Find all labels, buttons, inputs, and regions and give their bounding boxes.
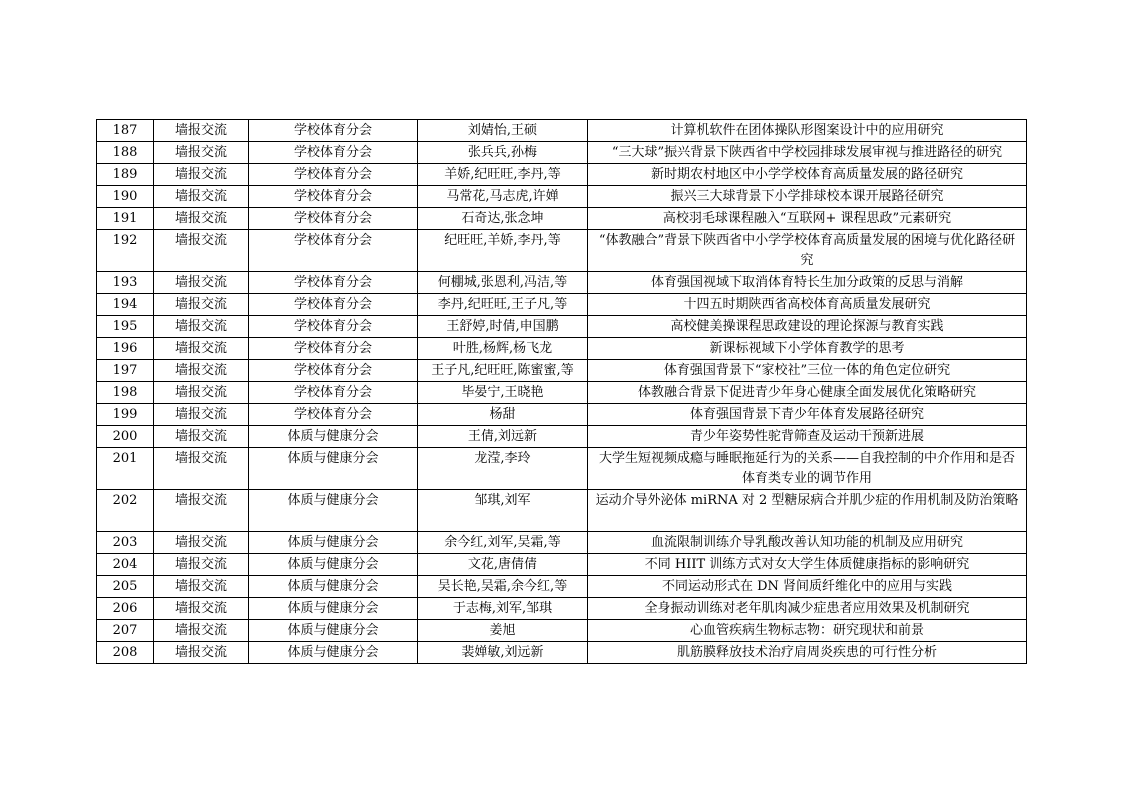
cell-number: 201 <box>97 448 154 490</box>
table-row <box>97 208 1027 230</box>
table-row <box>97 142 1027 164</box>
cell-paper-title: 不同运动形式在 DN 肾间质纤维化中的应用与实践 <box>588 576 1027 598</box>
cell-presentation-type: 墙报交流 <box>154 164 249 186</box>
cell-paper-title: 体育强国背景下“家校社”三位一体的角色定位研究 <box>588 360 1027 382</box>
cell-authors: 毕晏宁,王晓艳 <box>418 382 588 404</box>
cell-presentation-type: 墙报交流 <box>154 382 249 404</box>
table-row <box>97 360 1027 382</box>
cell-authors: 余今红,刘军,吴霜,等 <box>418 532 588 554</box>
cell-paper-title: 运动介导外泌体 miRNA 对 2 型糖尿病合并肌少症的作用机制及防治策略 <box>588 490 1027 532</box>
cell-branch: 学校体育分会 <box>249 164 418 186</box>
cell-authors: 纪旺旺,羊娇,李丹,等 <box>418 230 588 272</box>
cell-number: 189 <box>97 164 154 186</box>
cell-presentation-type: 墙报交流 <box>154 490 249 532</box>
cell-presentation-type: 墙报交流 <box>154 532 249 554</box>
cell-number: 192 <box>97 230 154 272</box>
cell-authors: 裴婵敏,刘远新 <box>418 642 588 664</box>
table-row <box>97 576 1027 598</box>
cell-presentation-type: 墙报交流 <box>154 338 249 360</box>
cell-presentation-type: 墙报交流 <box>154 360 249 382</box>
cell-number: 207 <box>97 620 154 642</box>
cell-paper-title: “三大球”振兴背景下陕西省中学校园排球发展审视与推进路径的研究 <box>588 142 1027 164</box>
cell-number: 197 <box>97 360 154 382</box>
cell-authors: 邹琪,刘军 <box>418 490 588 532</box>
cell-branch: 体质与健康分会 <box>249 598 418 620</box>
cell-presentation-type: 墙报交流 <box>154 576 249 598</box>
cell-presentation-type: 墙报交流 <box>154 120 249 142</box>
cell-presentation-type: 墙报交流 <box>154 230 249 272</box>
cell-branch: 体质与健康分会 <box>249 532 418 554</box>
cell-paper-title: 高校羽毛球课程融入“互联网+ 课程思政”元素研究 <box>588 208 1027 230</box>
cell-presentation-type: 墙报交流 <box>154 448 249 490</box>
cell-authors: 王倩,刘远新 <box>418 426 588 448</box>
cell-number: 187 <box>97 120 154 142</box>
cell-branch: 学校体育分会 <box>249 208 418 230</box>
cell-presentation-type: 墙报交流 <box>154 208 249 230</box>
cell-authors: 张兵兵,孙梅 <box>418 142 588 164</box>
table-row <box>97 230 1027 272</box>
table-row <box>97 316 1027 338</box>
cell-paper-title: 高校健美操课程思政建设的理论探源与教育实践 <box>588 316 1027 338</box>
cell-authors: 吴长艳,吴霜,余今红,等 <box>418 576 588 598</box>
table-row <box>97 120 1027 142</box>
cell-presentation-type: 墙报交流 <box>154 186 249 208</box>
paper-list-table <box>96 119 1027 664</box>
cell-paper-title: 体教融合背景下促进青少年身心健康全面发展优化策略研究 <box>588 382 1027 404</box>
cell-paper-title: 振兴三大球背景下小学排球校本课开展路径研究 <box>588 186 1027 208</box>
table-row <box>97 382 1027 404</box>
cell-authors: 杨甜 <box>418 404 588 426</box>
table-row <box>97 532 1027 554</box>
cell-branch: 体质与健康分会 <box>249 490 418 532</box>
cell-branch: 体质与健康分会 <box>249 554 418 576</box>
table-row <box>97 642 1027 664</box>
cell-number: 202 <box>97 490 154 532</box>
cell-presentation-type: 墙报交流 <box>154 404 249 426</box>
cell-branch: 学校体育分会 <box>249 382 418 404</box>
cell-number: 196 <box>97 338 154 360</box>
cell-paper-title: 体育强国背景下青少年体育发展路径研究 <box>588 404 1027 426</box>
cell-number: 190 <box>97 186 154 208</box>
table-row <box>97 164 1027 186</box>
cell-authors: 羊娇,纪旺旺,李丹,等 <box>418 164 588 186</box>
cell-paper-title: 新时期农村地区中小学学校体育高质量发展的路径研究 <box>588 164 1027 186</box>
cell-presentation-type: 墙报交流 <box>154 142 249 164</box>
cell-number: 204 <box>97 554 154 576</box>
cell-authors: 王子凡,纪旺旺,陈蜜蜜,等 <box>418 360 588 382</box>
cell-presentation-type: 墙报交流 <box>154 294 249 316</box>
cell-authors: 刘婧怡,王硕 <box>418 120 588 142</box>
table-row <box>97 404 1027 426</box>
cell-presentation-type: 墙报交流 <box>154 598 249 620</box>
cell-paper-title: 心血管疾病生物标志物：研究现状和前景 <box>588 620 1027 642</box>
cell-authors: 石奇达,张念坤 <box>418 208 588 230</box>
cell-number: 188 <box>97 142 154 164</box>
cell-number: 194 <box>97 294 154 316</box>
table-row <box>97 338 1027 360</box>
cell-branch: 体质与健康分会 <box>249 448 418 490</box>
cell-number: 205 <box>97 576 154 598</box>
cell-branch: 学校体育分会 <box>249 294 418 316</box>
cell-authors: 于志梅,刘军,邹琪 <box>418 598 588 620</box>
cell-number: 208 <box>97 642 154 664</box>
cell-authors: 何棚城,张恩利,冯洁,等 <box>418 272 588 294</box>
table-row <box>97 490 1027 532</box>
cell-paper-title: 体育强国视域下取消体育特长生加分政策的反思与消解 <box>588 272 1027 294</box>
table-row <box>97 272 1027 294</box>
cell-branch: 学校体育分会 <box>249 186 418 208</box>
cell-presentation-type: 墙报交流 <box>154 316 249 338</box>
cell-paper-title: “体教融合”背景下陕西省中小学学校体育高质量发展的困境与优化路径研究 <box>588 230 1027 272</box>
cell-branch: 体质与健康分会 <box>249 576 418 598</box>
cell-number: 191 <box>97 208 154 230</box>
cell-number: 206 <box>97 598 154 620</box>
cell-authors: 叶胜,杨辉,杨飞龙 <box>418 338 588 360</box>
cell-number: 198 <box>97 382 154 404</box>
cell-number: 195 <box>97 316 154 338</box>
cell-branch: 体质与健康分会 <box>249 620 418 642</box>
cell-authors: 王舒婷,时倩,申国鹏 <box>418 316 588 338</box>
cell-presentation-type: 墙报交流 <box>154 554 249 576</box>
cell-paper-title: 大学生短视频成瘾与睡眠拖延行为的关系——自我控制的中介作用和是否体育类专业的调节作用 <box>588 448 1027 490</box>
table-row <box>97 598 1027 620</box>
cell-branch: 学校体育分会 <box>249 338 418 360</box>
cell-branch: 学校体育分会 <box>249 316 418 338</box>
cell-authors: 马常花,马志虎,许婵 <box>418 186 588 208</box>
cell-presentation-type: 墙报交流 <box>154 272 249 294</box>
cell-branch: 学校体育分会 <box>249 142 418 164</box>
cell-paper-title: 全身振动训练对老年肌肉减少症患者应用效果及机制研究 <box>588 598 1027 620</box>
cell-paper-title: 血流限制训练介导乳酸改善认知功能的机制及应用研究 <box>588 532 1027 554</box>
cell-paper-title: 肌筋膜释放技术治疗肩周炎疾患的可行性分析 <box>588 642 1027 664</box>
cell-authors: 姜旭 <box>418 620 588 642</box>
cell-branch: 学校体育分会 <box>249 404 418 426</box>
cell-presentation-type: 墙报交流 <box>154 426 249 448</box>
table-row <box>97 426 1027 448</box>
cell-authors: 龙滢,李玲 <box>418 448 588 490</box>
cell-presentation-type: 墙报交流 <box>154 642 249 664</box>
cell-number: 203 <box>97 532 154 554</box>
cell-paper-title: 十四五时期陕西省高校体育高质量发展研究 <box>588 294 1027 316</box>
cell-number: 193 <box>97 272 154 294</box>
cell-paper-title: 不同 HIIT 训练方式对女大学生体质健康指标的影响研究 <box>588 554 1027 576</box>
table-row <box>97 186 1027 208</box>
cell-branch: 学校体育分会 <box>249 120 418 142</box>
cell-branch: 体质与健康分会 <box>249 642 418 664</box>
cell-branch: 学校体育分会 <box>249 272 418 294</box>
table-row <box>97 620 1027 642</box>
cell-number: 199 <box>97 404 154 426</box>
cell-paper-title: 青少年姿势性驼背筛查及运动干预新进展 <box>588 426 1027 448</box>
cell-paper-title: 新课标视域下小学体育教学的思考 <box>588 338 1027 360</box>
cell-branch: 学校体育分会 <box>249 360 418 382</box>
cell-authors: 李丹,纪旺旺,王子凡,等 <box>418 294 588 316</box>
cell-paper-title: 计算机软件在团体操队形图案设计中的应用研究 <box>588 120 1027 142</box>
table-body <box>97 120 1027 664</box>
cell-presentation-type: 墙报交流 <box>154 620 249 642</box>
table-row <box>97 294 1027 316</box>
table-row <box>97 448 1027 490</box>
cell-branch: 学校体育分会 <box>249 230 418 272</box>
cell-branch: 体质与健康分会 <box>249 426 418 448</box>
cell-number: 200 <box>97 426 154 448</box>
table-row <box>97 554 1027 576</box>
cell-authors: 文花,唐倩倩 <box>418 554 588 576</box>
